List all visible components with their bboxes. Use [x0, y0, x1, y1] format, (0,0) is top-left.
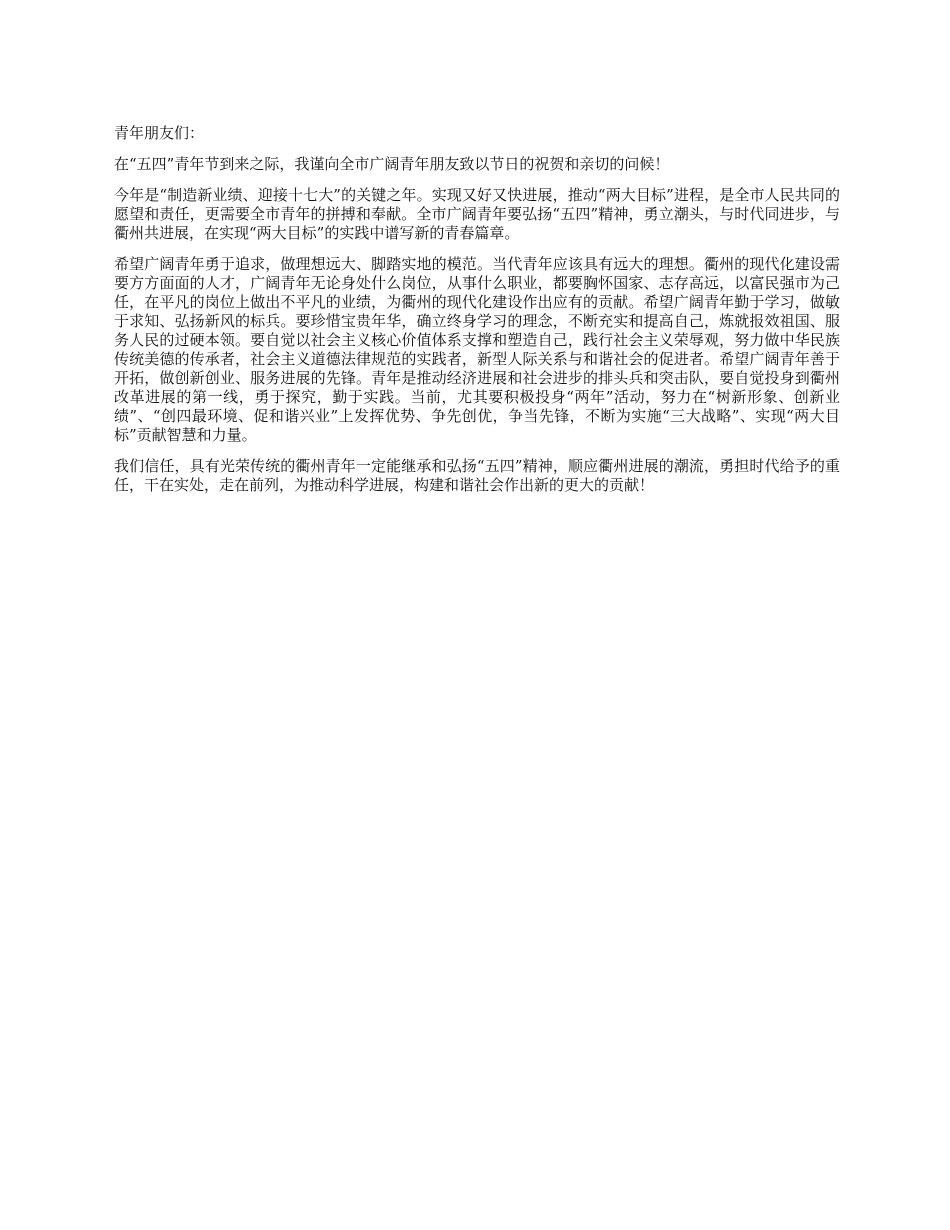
paragraph-4: 我们信任，具有光荣传统的衢州青年一定能继承和弘扬“五四”精神，顺应衢州进展的潮流，勇担时代给予的重任，干在实处，走在前列，为推动科学进展，构建和谐社会作出新的更大的贡献！ — [114, 457, 840, 494]
paragraph-3: 希望广阔青年勇于追求，做理想远大、脚踏实地的模范。当代青年应该具有远大的理想。衢州的现代化建设需要方方面面的人才，广阔青年无论身处什么岗位，从事什么职业，都要胸怀国家、志存高远，以富民强市为己任，在平凡的岗位上做出不平凡的业绩，为衢州的现代化建设作出应有的贡献。希望广阔青年勤于学习，做敏于求知、弘扬新风的标兵。要珍惜宝贵年华，确立终身学习的理念，不断充实和提高自己，炼就报效祖国、服务人民的过硬本领。要自觉以社会主义核心价值体系支撑和塑造自己，践行社会主义荣辱观，努力做中华民族传统美德的传承者，社会主义道德法律规范的实践者，新型人际关系与和谐社会的促进者。希望广阔青年善于开拓，做创新创业、服务进展的先锋。青年是推动经济进展和社会进步的排头兵和突击队，要自觉投身到衢州改革进展的第一线，勇于探究，勤于实践。当前，尤其要积极投身“两年”活动，努力在“树新形象、创新业绩”、“创四最环境、促和谐兴业”上发挥优势、争先创优，争当先锋，不断为实施“三大战略”、实现“两大目标”贡献智慧和力量。 — [114, 255, 840, 444]
paragraph-2: 今年是“制造新业绩、迎接十七大”的关键之年。实现又好又快进展，推动“两大目标”进程，是全市人民共同的愿望和责任，更需要全市青年的拼搏和奉献。全市广阔青年要弘扬“五四”精神，勇立潮头，与时代同进步，与衢州共进展，在实现“两大目标”的实践中谱写新的青春篇章。 — [114, 186, 840, 242]
paragraph-1: 在“五四”青年节到来之际，我谨向全市广阔青年朋友致以节日的祝贺和亲切的问候！ — [114, 155, 670, 173]
greeting: 青年朋友们： — [114, 124, 205, 142]
document-body — [114, 124, 840, 495]
